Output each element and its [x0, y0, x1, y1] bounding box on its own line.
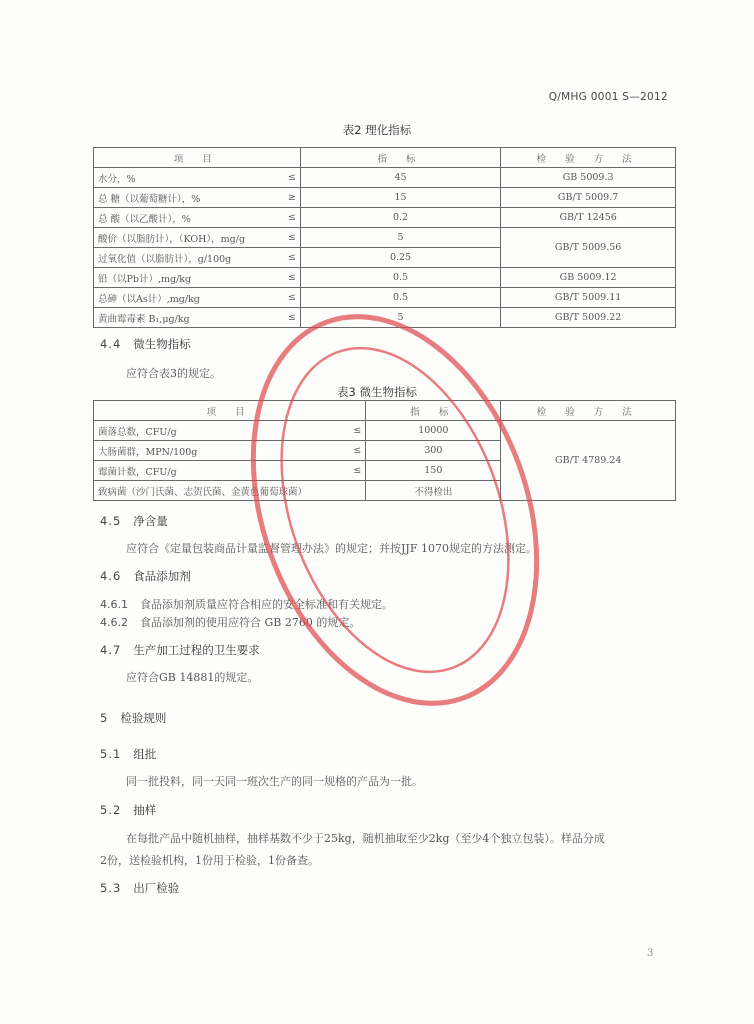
section-number: 5.2 — [100, 803, 122, 817]
red-registration-stamp — [250, 300, 540, 720]
test-method: GB/T 5009.56 — [501, 228, 676, 268]
table-row — [94, 188, 676, 208]
table2-header-method: 检 验 方 法 — [501, 148, 676, 168]
limit-value: 0.25 — [300, 248, 500, 268]
test-method: GB/T 5009.11 — [501, 288, 676, 308]
limit-value: 150 — [366, 461, 501, 481]
test-method: GB 5009.3 — [501, 168, 676, 188]
table3-header-method: 检 验 方 法 — [501, 401, 676, 421]
table2-header-row — [94, 148, 676, 168]
section-number: 4.7 — [100, 643, 122, 657]
table-row — [94, 268, 676, 288]
table-row — [94, 288, 676, 308]
standard-code: Q/MHG 0001 S—2012 — [548, 91, 668, 103]
comparison-sign: ≤ — [276, 308, 300, 328]
table3 — [93, 400, 676, 501]
section-title: 食品添加剂 — [133, 569, 191, 583]
section-title: 组批 — [133, 747, 157, 761]
test-method: GB/T 4789.24 — [501, 421, 676, 501]
comparison-sign: ≤ — [276, 168, 300, 188]
item-name: 过氧化值（以脂肪计），g/100g — [94, 248, 277, 268]
test-method: GB/T 5009.7 — [501, 188, 676, 208]
test-method: GB/T 12456 — [501, 208, 676, 228]
test-method: GB 5009.12 — [501, 268, 676, 288]
item-name: 霉菌计数，CFU/g — [94, 461, 344, 481]
clause-number: 4.6.2 — [100, 616, 128, 629]
section-number: 4.6 — [100, 569, 122, 583]
section-title: 出厂检验 — [133, 881, 180, 895]
section-4-4-text: 应符合表3的规定。 — [126, 367, 221, 380]
table2 — [93, 147, 676, 328]
table-row — [94, 308, 676, 328]
table2-header-item: 项 目 — [94, 148, 301, 168]
table3-header-row — [94, 401, 676, 421]
section-title: 净含量 — [133, 514, 168, 528]
table-row — [94, 421, 676, 441]
section-number: 4.4 — [100, 337, 122, 351]
clause-text: 食品添加剂的使用应符合 GB 2760 的规定。 — [140, 616, 361, 629]
page-number: 3 — [647, 948, 654, 959]
comparison-sign: ≥ — [276, 188, 300, 208]
item-name: 总砷（以As计）,mg/kg — [94, 288, 277, 308]
table3-header-item: 项 目 — [94, 401, 366, 421]
comparison-sign: ≤ — [276, 208, 300, 228]
section-5-1-heading — [100, 746, 156, 762]
comparison-sign: ≤ — [343, 441, 365, 461]
limit-value: 不得检出 — [366, 481, 501, 501]
comparison-sign: ≤ — [276, 228, 300, 248]
limit-value: 0.2 — [300, 208, 500, 228]
item-name: 大肠菌群，MPN/100g — [94, 441, 344, 461]
table-row — [94, 208, 676, 228]
item-name: 酸价（以脂肪计），（KOH），mg/g — [94, 228, 277, 248]
clause-number: 4.6.1 — [100, 598, 128, 611]
test-method: GB/T 5009.22 — [501, 308, 676, 328]
section-title: 微生物指标 — [133, 337, 191, 351]
comparison-sign: ≤ — [276, 288, 300, 308]
section-5-heading — [100, 710, 166, 726]
limit-value: 10000 — [366, 421, 501, 441]
section-title: 生产加工过程的卫生要求 — [133, 643, 260, 657]
table3-caption: 表3 微生物指标 — [337, 385, 417, 399]
item-name: 水分，% — [94, 168, 277, 188]
limit-value: 300 — [366, 441, 501, 461]
comparison-sign: ≤ — [343, 421, 365, 441]
section-number: 5.3 — [100, 881, 122, 895]
section-4-7-text: 应符合GB 14881的规定。 — [126, 671, 259, 684]
section-4-5-heading — [100, 513, 168, 529]
table-row — [94, 168, 676, 188]
limit-value: 5 — [300, 228, 500, 248]
section-4-5-text: 应符合《定量包装商品计量监督管理办法》的规定；并按JJF 1070规定的方法测定。 — [126, 542, 537, 555]
section-title: 抽样 — [133, 803, 157, 817]
item-name: 铅（以Pb计）,mg/kg — [94, 268, 277, 288]
item-name: 菌落总数，CFU/g — [94, 421, 344, 441]
comparison-sign: ≤ — [276, 268, 300, 288]
section-4-7-heading — [100, 642, 260, 658]
table2-header-index: 指 标 — [300, 148, 500, 168]
item-name: 黄曲霉毒素 B₁,μg/kg — [94, 308, 277, 328]
item-name: 总 糖（以葡萄糖计），% — [94, 188, 277, 208]
section-5-2-text-line1: 在每批产品中随机抽样，抽样基数不少于25kg，随机抽取至少2kg（至少4个独立包装）。样品分成 — [126, 832, 605, 845]
table3-header-index: 指 标 — [366, 401, 501, 421]
limit-value: 45 — [300, 168, 500, 188]
limit-value: 0.5 — [300, 288, 500, 308]
limit-value: 0.5 — [300, 268, 500, 288]
table-row — [94, 228, 676, 248]
clause-text: 食品添加剂质量应符合相应的安全标准和有关规定。 — [140, 598, 393, 611]
section-5-1-text: 同一批投料，同一天同一班次生产的同一规格的产品为一批。 — [126, 775, 423, 788]
limit-value: 15 — [300, 188, 500, 208]
section-5-3-heading — [100, 880, 179, 896]
comparison-sign: ≤ — [343, 461, 365, 481]
section-number: 5.1 — [100, 747, 122, 761]
limit-value: 5 — [300, 308, 500, 328]
section-5-2-text-line2: 2份，送检验机构，1份用于检验，1份备查。 — [100, 854, 319, 867]
section-title: 检验规则 — [120, 711, 167, 725]
comparison-sign: ≤ — [276, 248, 300, 268]
comparison-sign — [343, 481, 365, 501]
section-4-4-heading — [100, 336, 191, 352]
item-name: 总 酸（以乙酸计），% — [94, 208, 277, 228]
section-5-2-heading — [100, 802, 156, 818]
section-4-6-2 — [100, 612, 360, 634]
section-number: 4.5 — [100, 514, 122, 528]
item-name: 致病菌（沙门氏菌、志贺氏菌、金黄色葡萄球菌） — [94, 481, 344, 501]
section-4-6-heading — [100, 568, 191, 584]
section-number: 5 — [100, 711, 109, 725]
table2-caption: 表2 理化指标 — [342, 123, 412, 137]
